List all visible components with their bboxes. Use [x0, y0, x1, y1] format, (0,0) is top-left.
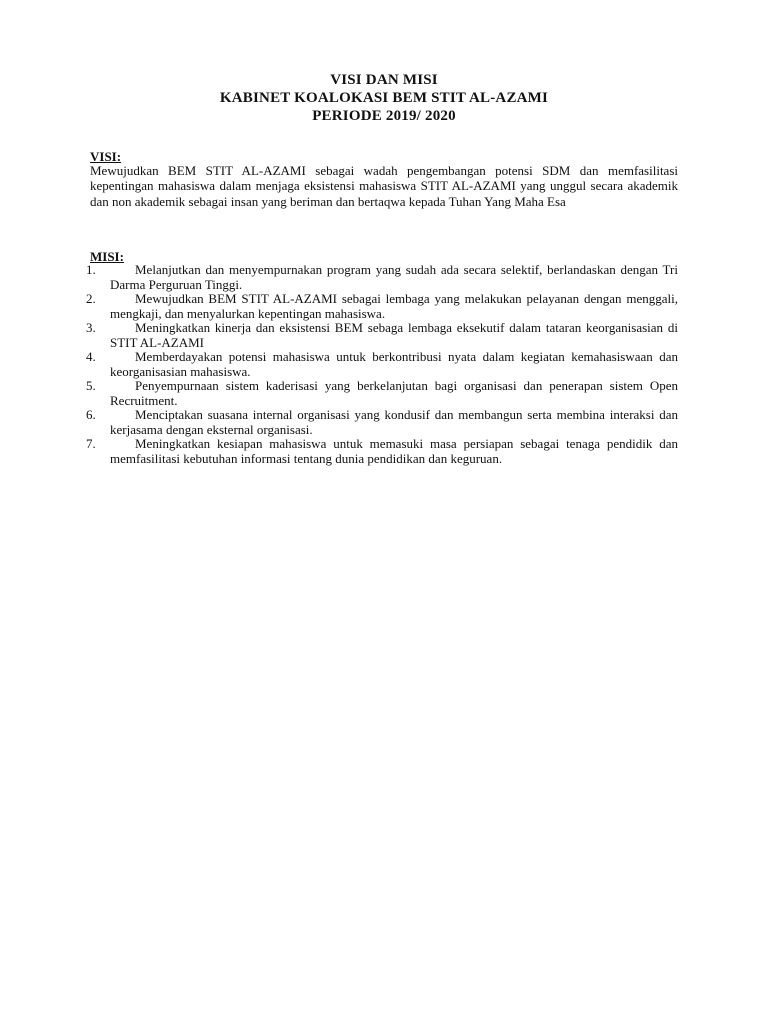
misi-heading: MISI: [90, 249, 124, 264]
misi-item-text: Memberdayakan potensi mahasiswa untuk berkontribusi nyata dalam kegiatan kemahasiswaan dan keorganisasian mahasiswa. [110, 349, 678, 379]
misi-item [86, 379, 678, 408]
misi-item-text: Meningkatkan kinerja dan eksistensi BEM sebaga lembaga eksekutif dalam tataran keorganisasian di STIT AL-AZAMI [110, 320, 678, 350]
misi-item [86, 321, 678, 350]
visi-heading: VISI: [90, 149, 122, 164]
misi-item-number: 5. [86, 378, 96, 393]
title-line-1: VISI DAN MISI [330, 72, 438, 88]
misi-list [86, 263, 678, 466]
visi-paragraph: Mewujudkan BEM STIT AL-AZAMI sebagai wadah pengembangan potensi SDM dan memfasilitasi kepentingan mahasiswa dalam menjaga eksistensi mahasiswa STIT AL-AZAMI yang unggul secara akademik dan non akademik sebagai insan yang beriman dan bertaqwa kepada Tuhan Yang Maha Esa [90, 163, 678, 209]
misi-item [86, 292, 678, 321]
misi-item [86, 263, 678, 292]
misi-item-number: 2. [86, 291, 96, 306]
misi-item-number: 4. [86, 349, 96, 364]
misi-item-number: 6. [86, 407, 96, 422]
misi-item-text: Mewujudkan BEM STIT AL-AZAMI sebagai lembaga yang melakukan pelayanan dengan menggali, mengkaji, dan menyalurkan kepentingan mahasiswa. [110, 291, 678, 321]
misi-item-text: Melanjutkan dan menyempurnakan program yang sudah ada secara selektif, berlandaskan dengan Tri Darma Perguruan Tinggi. [110, 262, 678, 292]
misi-item-number: 1. [86, 262, 96, 277]
misi-item-text: Penyempurnaan sistem kaderisasi yang berkelanjutan bagi organisasi dan penerapan sistem Open Recruitment. [110, 378, 678, 408]
title-line-3: PERIODE 2019/ 2020 [312, 108, 456, 124]
misi-item [86, 437, 678, 466]
misi-item [86, 350, 678, 379]
misi-item-number: 7. [86, 436, 96, 451]
document-title [0, 71, 768, 125]
misi-item-text: Menciptakan suasana internal organisasi yang kondusif dan membangun serta membina interaksi dan kerjasama dengan eksternal organisasi. [110, 407, 678, 437]
misi-item-number: 3. [86, 320, 96, 335]
title-line-2: KABINET KOALOKASI BEM STIT AL-AZAMI [219, 90, 549, 106]
misi-item-text: Meningkatkan kesiapan mahasiswa untuk memasuki masa persiapan sebagai tenaga pendidik dan memfasilitasi kebutuhan informasi tentang dunia pendidikan dan keguruan. [110, 436, 678, 466]
misi-item [86, 408, 678, 437]
